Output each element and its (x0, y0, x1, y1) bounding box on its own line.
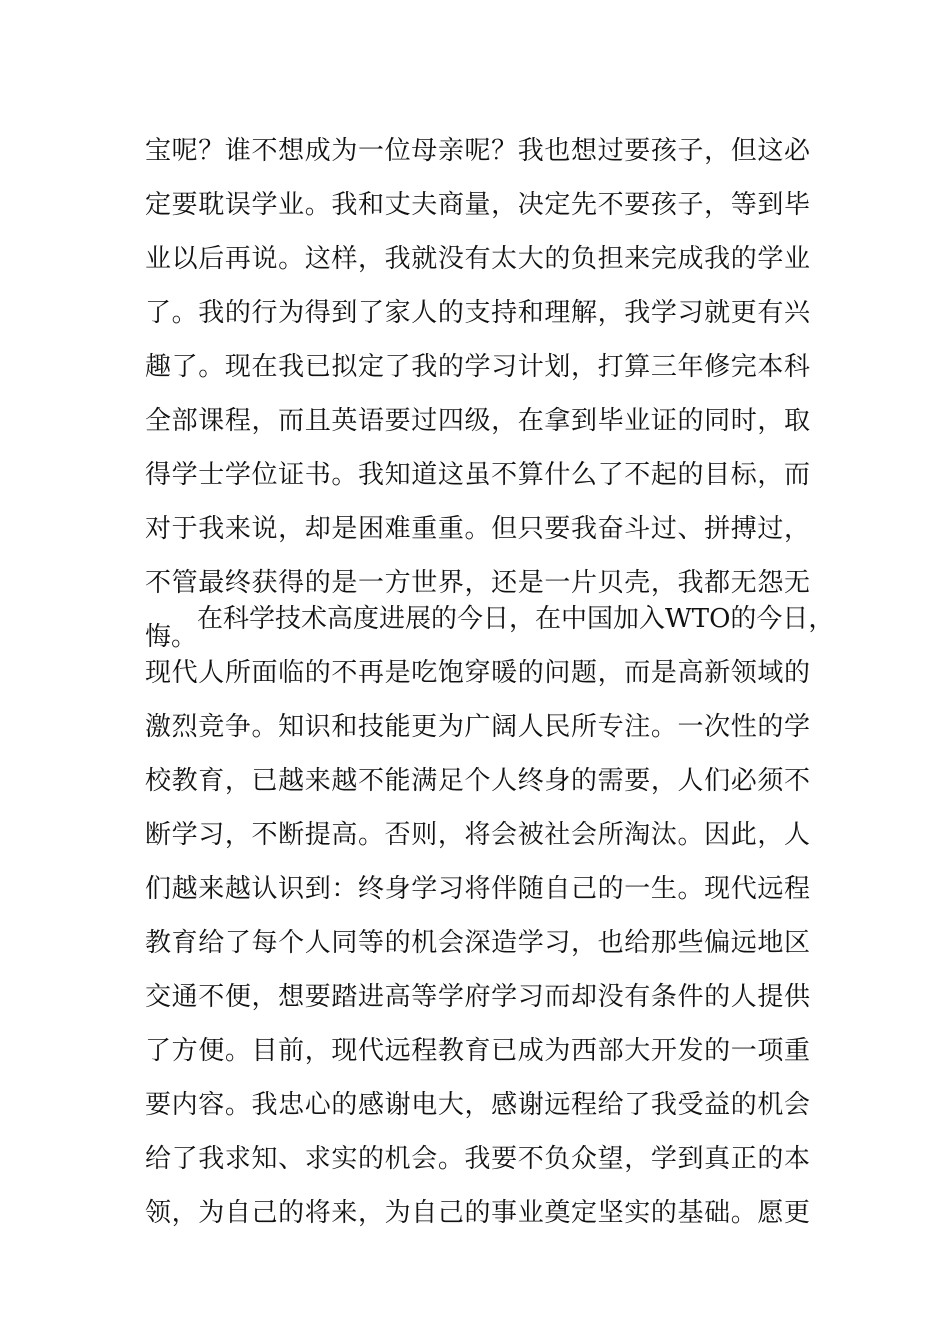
paragraph-2 (145, 592, 835, 1240)
text-line: 给了我求知、求实的机会。我要不负众望，学到真正的本 (145, 1144, 810, 1174)
text-line: 对于我来说，却是困难重重。但只要我奋斗过、拼搏过， (145, 514, 810, 544)
text-line: 们越来越认识到：终身学习将伴随自己的一生。现代远程 (145, 874, 810, 904)
text-line: 领，为自己的将来，为自己的事业奠定坚实的基础。愿更 (145, 1198, 810, 1228)
text-line: 得学士学位证书。我知道这虽不算什么了不起的目标，而 (145, 460, 810, 490)
text-line: 现代人所面临的不再是吃饱穿暖的问题，而是高新领域的 (145, 658, 810, 688)
text-line: 激烈竞争。知识和技能更为广阔人民所专注。一次性的学 (145, 712, 810, 742)
text-line: 业以后再说。这样，我就没有太大的负担来完成我的学业 (145, 244, 810, 274)
text-line: 断学习，不断提高。否则，将会被社会所淘汰。因此，人 (145, 820, 810, 850)
text-line: 不管最终获得的是一方世界，还是一片贝壳，我都无怨无 (145, 568, 810, 598)
text-line: 要内容。我忠心的感谢电大，感谢远程给了我受益的机会 (145, 1090, 810, 1120)
text-line: 教育给了每个人同等的机会深造学习，也给那些偏远地区 (145, 928, 810, 958)
text-line: 趣了。现在我已拟定了我的学习计划，打算三年修完本科 (145, 352, 810, 382)
text-line: 在科学技术高度进展的今日，在中国加入WTO的今日， (197, 604, 835, 634)
text-line: 定要耽误学业。我和丈夫商量，决定先不要孩子，等到毕 (145, 190, 810, 220)
text-line: 了方便。目前，现代远程教育已成为西部大开发的一项重 (145, 1036, 810, 1066)
text-line: 了。我的行为得到了家人的支持和理解，我学习就更有兴 (145, 298, 810, 328)
paragraph-1 (145, 124, 835, 664)
text-line: 全部课程，而且英语要过四级，在拿到毕业证的同时，取 (145, 406, 810, 436)
text-line: 悔。 (145, 622, 198, 652)
text-line: 交通不便，想要踏进高等学府学习而却没有条件的人提供 (145, 982, 810, 1012)
text-line: 校教育，已越来越不能满足个人终身的需要，人们必须不 (145, 766, 810, 796)
text-line: 宝呢？谁不想成为一位母亲呢？我也想过要孩子，但这必 (145, 136, 810, 166)
